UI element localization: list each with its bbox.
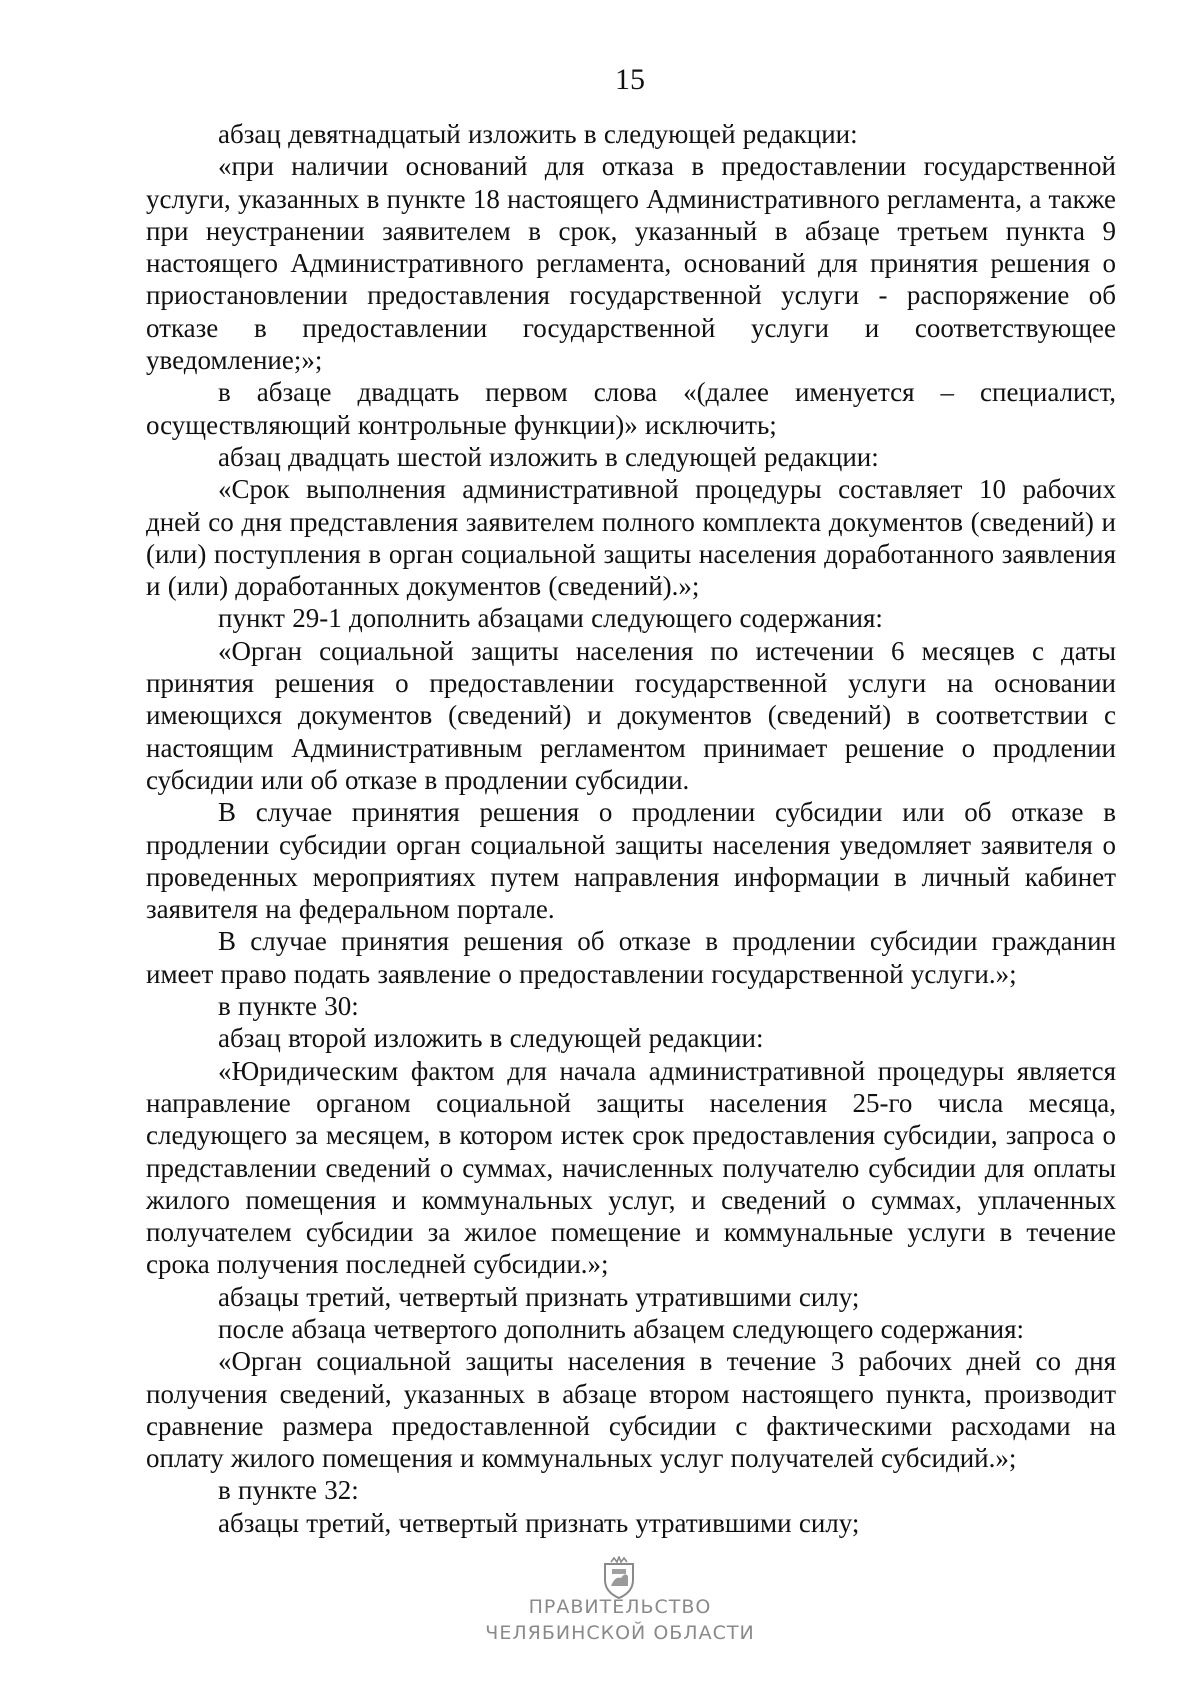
paragraph: в пункте 32:: [218, 1475, 359, 1506]
paragraph: «Орган социальной защиты населения в течение 3 рабочих дней со дня получения сведений, указанных в абзаце втором настоящего пункта, производит сравнение размера предоставленной субсидии с фактическими расходами на оплату жилого помещения и коммунальных услуг получателей субсидий.»;: [146, 1346, 1116, 1474]
paragraph: абзац второй изложить в следующей редакции:: [218, 1023, 764, 1054]
paragraph: в пункте 30:: [218, 991, 359, 1022]
paragraph: после абзаца четвертого дополнить абзацем следующего содержания:: [218, 1313, 1025, 1344]
official-stamp: [450, 1556, 790, 1652]
paragraph: пункт 29-1 дополнить абзацами следующего содержания:: [218, 603, 883, 634]
paragraph: «Срок выполнения административной процедуры составляет 10 рабочих дней со дня представления заявителем полного комплекта документов (сведений) и (или) поступления в орган социальной защиты населения доработанного заявления и (или) доработанных документов (сведений).»;: [146, 474, 1116, 602]
paragraph: «Орган социальной защиты населения по истечении 6 месяцев с даты принятия решения о предоставлении государственной услуги на основании имеющихся документов (сведений) и документов (сведений) в соответствии с настоящим Административным регламентом принимает решение о продлении субсидии или об отказе в продлении субсидии.: [146, 635, 1116, 795]
coat-of-arms-icon: [597, 1556, 641, 1600]
paragraph: В случае принятия решения об отказе в продлении субсидии гражданин имеет право подать заявление о предоставлении государственной услуги.»;: [146, 926, 1116, 989]
document-body: [146, 118, 1116, 1539]
stamp-text-line: ПРАВИТЕЛЬСТВО: [528, 1596, 712, 1618]
paragraph: абзацы третий, четвертый признать утратившими силу;: [218, 1507, 860, 1538]
paragraph: В случае принятия решения о продлении субсидии или об отказе в продлении субсидии орган социальной защиты населения уведомляет заявителя о проведенных мероприятиях путем направления информации в личный кабинет заявителя на федеральном портале.: [146, 797, 1116, 925]
paragraph: «при наличии оснований для отказа в предоставлении государственной услуги, указанных в пункте 18 настоящего Административного регламента, а также при неустранении заявителем в срок, указанный в абзаце третьем пункта 9 настоящего Административного регламента, оснований для принятия решения о приостановлении предоставления государственной услуги - распоряжение об отказе в предоставлении государственной услуги и соответствующее уведомление;»;: [146, 151, 1116, 376]
paragraph: абзац девятнадцатый изложить в следующей редакции:: [218, 119, 858, 149]
stamp-text-line: ЧЕЛЯБИНСКОЙ ОБЛАСТИ: [485, 1622, 755, 1644]
paragraph: в абзаце двадцать первом слова «(далее именуется – специалист, осуществляющий контрольные функции)» исключить;: [146, 377, 1116, 440]
paragraph: «Юридическим фактом для начала административной процедуры является направление органом социальной защиты населения 25-го числа месяца, следующего за месяцем, в котором истек срок предоставления субсидии, запроса о представлении сведений о суммах, начисленных получателю субсидии для оплаты жилого помещения и коммунальных услуг, и сведений о суммах, уплаченных получателем субсидии за жилое помещение и коммунальные услуги в течение срока получения последней субсидии.»;: [146, 1055, 1116, 1280]
paragraph: абзацы третий, четвертый признать утратившими силу;: [218, 1281, 860, 1312]
paragraph: абзац двадцать шестой изложить в следующей редакции:: [218, 441, 879, 472]
page-number: 15: [615, 63, 645, 96]
